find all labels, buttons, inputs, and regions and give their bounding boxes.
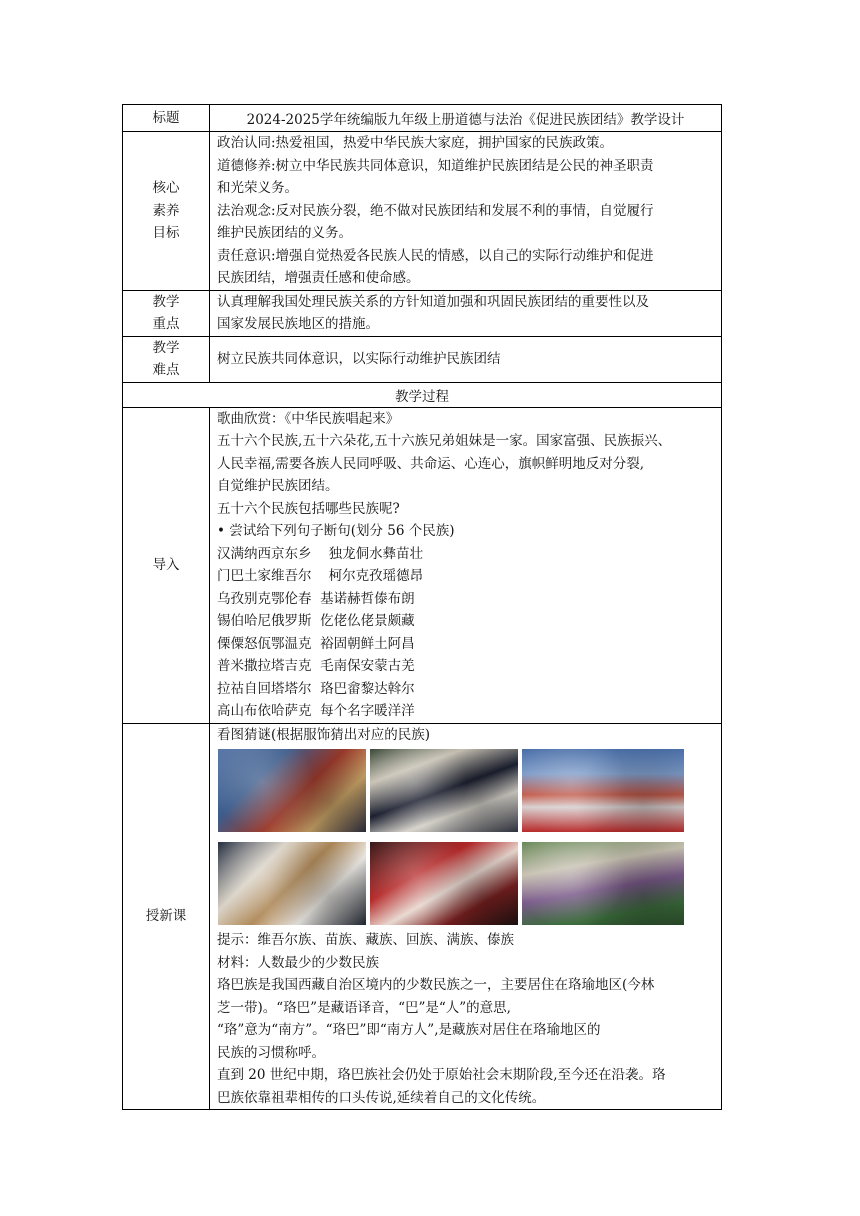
- difficulty-content: 树立民族共同体意识，以实际行动维护民族团结: [210, 336, 722, 382]
- lhoba-paragraph-line: 芝一带)。“珞巴”是藏语译音，“巴”是“人”的意思,: [217, 999, 511, 1016]
- intro-label: 导入: [123, 407, 210, 723]
- difficulty-label-line: 难点: [152, 362, 180, 378]
- lhoba-paragraph-line: 直到 20 世纪中期，珞巴族社会仍处于原始社会末期阶段,至今还在沿袭。珞: [217, 1067, 666, 1083]
- key-points-content: [210, 290, 722, 336]
- title-row: [123, 105, 722, 132]
- core-line: 维护民族团结的义务。: [217, 225, 352, 241]
- new-lesson-content: [210, 723, 722, 1110]
- core-literacy-content: [210, 132, 722, 291]
- core-line: 道德修养:树立中华民族共同体意识，知道维护民族团结是公民的神圣职责: [217, 157, 654, 174]
- intro-line: • 尝试给下列句子断句(划分 56 个民族): [217, 523, 455, 539]
- intro-line: 人民幸福,需要各族人民同呼吸、共命运、心连心，旗帜鲜明地反对分裂,: [217, 455, 645, 472]
- core-line: 民族团结，增强责任感和使命感。: [217, 270, 420, 286]
- ethnic-verse-line: 普米撒拉塔吉克 毛南保安蒙古羌: [217, 658, 415, 674]
- core-literacy-row: [123, 132, 722, 291]
- intro-line: 自觉维护民族团结。: [217, 478, 339, 494]
- ethnic-verse-line: 乌孜别克鄂伦春 基诺赫哲傣布朗: [217, 590, 415, 607]
- core-label-line: 目标: [152, 225, 180, 241]
- ethnic-verse-line: 拉祜自回塔塔尔 珞巴畲黎达斡尔: [217, 680, 415, 697]
- lhoba-paragraph-line: “珞”意为“南方”。“珞巴”即“南方人”,是藏族对居住在珞瑜地区的: [217, 1022, 601, 1038]
- lhoba-paragraph-line: 巴族依靠祖辈相传的口头传说,延续着自己的文化传统。: [217, 1089, 546, 1106]
- ethnic-costume-photo-grid: [218, 749, 715, 925]
- ethnic-costume-photo: [522, 749, 684, 832]
- new-lesson-label: 授新课: [123, 723, 210, 1110]
- core-line: 责任意识:增强自觉热爱各民族人民的情感，以自己的实际行动维护和促进: [217, 247, 654, 264]
- key-points-label-line: 重点: [152, 316, 180, 332]
- key-points-label-line: 教学: [152, 293, 180, 310]
- process-header-row: [123, 382, 722, 407]
- ethnic-verse-line: 傈僳怒佤鄂温克 裕固朝鲜土阿昌: [217, 635, 415, 652]
- intro-line: 五十六个民族包括哪些民族呢?: [217, 500, 400, 517]
- ethnic-costume-photo: [218, 842, 366, 925]
- core-line: 政治认同:热爱祖国，热爱中华民族大家庭，拥护国家的民族政策。: [217, 135, 614, 151]
- photo-quiz-caption: 看图猜谜(根据服饰猜出对应的民族): [217, 726, 431, 743]
- difficulty-row: [123, 336, 722, 382]
- core-label-line: 核心: [152, 180, 180, 196]
- ethnic-verse-line: 锡伯哈尼俄罗斯 仡佬仫佬景颇藏: [217, 613, 415, 629]
- title-label: 标题: [123, 105, 210, 132]
- difficulty-label-line: 教学: [152, 339, 180, 356]
- core-label-line: 素养: [152, 202, 180, 219]
- key-points-label: [123, 290, 210, 336]
- lesson-plan-table: [122, 104, 722, 1110]
- material-line: 材料：人数最少的少数民族: [217, 954, 379, 971]
- ethnic-verse-line: 门巴土家维吾尔 柯尔克孜瑶德昂: [217, 568, 424, 584]
- core-line: 法治观念:反对民族分裂，绝不做对民族团结和发展不利的事情，自觉履行: [217, 202, 654, 219]
- lhoba-paragraph-line: 民族的习惯称呼。: [217, 1044, 325, 1061]
- intro-content: [210, 407, 722, 723]
- ethnic-costume-photo: [218, 749, 366, 832]
- intro-line: 五十六个民族,五十六朵花,五十六族兄弟姐妹是一家。国家富强、民族振兴、: [217, 433, 672, 449]
- ethnic-costume-photo: [370, 749, 518, 832]
- intro-row: [123, 407, 722, 723]
- key-points-line: 国家发展民族地区的措施。: [217, 316, 379, 332]
- new-lesson-row: [123, 723, 722, 1110]
- ethnic-costume-photo: [522, 842, 684, 925]
- process-title: 教学过程: [123, 382, 722, 407]
- hint-line: 提示：维吾尔族、苗族、藏族、回族、满族、傣族: [217, 932, 514, 948]
- ethnic-costume-photo: [370, 842, 518, 925]
- document-title: 2024-2025学年统编版九年级上册道德与法治《促进民族团结》教学设计: [210, 105, 722, 132]
- core-literacy-label: [123, 132, 210, 291]
- intro-line: 歌曲欣赏：《中华民族唱起来》: [217, 410, 400, 427]
- lhoba-paragraph-line: 珞巴族是我国西藏自治区境内的少数民族之一，主要居住在珞瑜地区(今林: [217, 977, 655, 993]
- core-line: 和光荣义务。: [217, 180, 298, 196]
- key-points-line: 认真理解我国处理民族关系的方针知道加强和巩固民族团结的重要性以及: [217, 293, 649, 310]
- ethnic-verse-line: 汉满纳西京东乡 独龙侗水彝苗壮: [217, 545, 424, 562]
- ethnic-verse-line: 高山布依哈萨克 每个名字暖洋洋: [217, 703, 415, 719]
- key-points-row: [123, 290, 722, 336]
- difficulty-label: [123, 336, 210, 382]
